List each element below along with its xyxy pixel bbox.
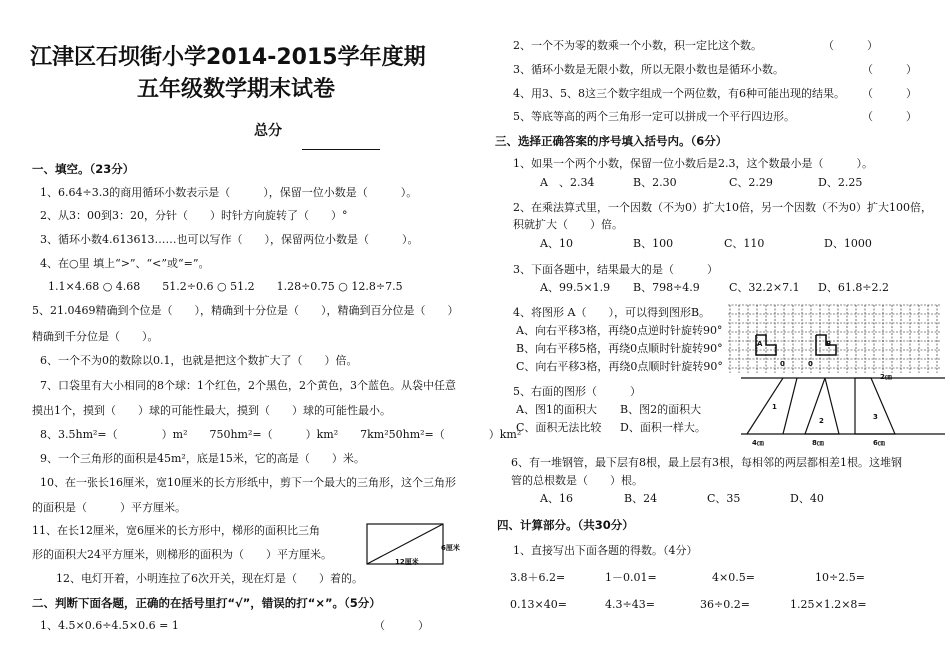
judge-q1: 1、4.5×0.6÷4.5×0.6 = 1 — [40, 619, 179, 632]
fill-q4-items: 1.1×4.68 ○ 4.68 51.2÷0.6 ○ 51.2 1.28÷0.75 ○ 12.8÷7.5 — [48, 280, 403, 293]
choice-q6-opt-a: A、16 — [540, 492, 573, 505]
score-label: 总分 — [254, 123, 282, 139]
choice-q1-opt-b: B、2.30 — [633, 176, 677, 189]
calc-row2-item3: 36÷0.2= — [700, 598, 750, 611]
calc-row2-item2: 4.3÷43= — [605, 598, 655, 611]
fill-q9: 9、一个三角形的面积是45m²，底是15米，它的高是（ ）米。 — [40, 452, 365, 465]
section1-heading: 一、填空。（23分） — [32, 162, 135, 176]
choice-q2: 2、在乘法算式里，一个因数（不为0）扩大10倍，另一个因数（不为0）扩大100倍， — [513, 201, 932, 214]
calc-row1-item2: 1－0.01= — [605, 571, 657, 584]
judge-q5: 5、等底等高的两个三角形一定可以拼成一个平行四边形。 — [513, 110, 795, 123]
fill-q12: 12、电灯开着，小明连拉了6次开关，现在灯是（ ）着的。 — [56, 572, 363, 585]
fill-q7-cont: 摸出1个，摸到（ ）球的可能性最大，摸到（ ）球的可能性最小。 — [32, 404, 391, 417]
q11-width-label: 6厘米 — [441, 544, 460, 552]
exam-title-line2: 五年级数学期末试卷 — [137, 77, 336, 102]
fill-q11-cont: 形的面积大24平方厘米，则梯形的面积为（ ）平方厘米。 — [32, 548, 332, 561]
choice-q2-opt-c: C、110 — [724, 237, 765, 250]
choice-q5-opt-b: B、图2的面积大 — [620, 403, 702, 416]
section3-heading: 三、选择正确答案的序号填入括号内。（6分） — [495, 134, 728, 148]
fill-q10-cont: 的面积是（ ）平方厘米。 — [32, 501, 186, 514]
choice-q4-opt-a: A、向右平移3格，再绕0点逆时针旋转90° — [516, 324, 723, 337]
q5-shape2-label: 2 — [819, 417, 824, 425]
judge-q3-bracket: （ ） — [862, 63, 917, 76]
judge-q5-bracket: （ ） — [862, 110, 917, 123]
q4-shape-b-label: B — [826, 340, 832, 348]
choice-q3: 3、下面各题中，结果最大的是（ ） — [513, 263, 718, 276]
fill-q2: 2、从3：00到3：20，分针（ ）时针方向旋转了（ ）° — [40, 209, 348, 222]
q5-area-figure — [735, 368, 947, 444]
fill-q11: 11、在长12厘米，宽6厘米的长方形中，梯形的面积比三角 — [32, 524, 320, 537]
choice-q2-opt-d: D、1000 — [824, 237, 872, 250]
q4-origin-label-1: 0 — [780, 360, 785, 368]
choice-q5-opt-a: A、图1的面积大 — [516, 403, 597, 416]
fill-q10: 10、在一张长16厘米，宽10厘米的长方形纸中，剪下一个最大的三角形，这个三角形 — [40, 476, 456, 489]
choice-q2-opt-b: B、100 — [633, 237, 674, 250]
fill-q8: 8、3.5hm²=（ ）m² 750hm²=（ ）km² 7km²50hm²=（ ）km² — [40, 428, 522, 441]
fill-q4: 4、在○里 填上“>”、“<”或“=”。 — [40, 257, 210, 270]
fill-q5: 5、21.0469精确到个位是（ ），精确到十分位是（ ），精确到百分位是（ ） — [32, 304, 459, 317]
section4-heading: 四、计算部分。（共30分） — [497, 518, 634, 532]
fill-q6: 6、一个不为0的数除以0.1，也就是把这个数扩大了（ ）倍。 — [40, 354, 358, 367]
judge-q1-bracket: （ ） — [374, 619, 429, 632]
choice-q3-opt-c: C、32.2×7.1 — [729, 281, 800, 294]
q4-origin-label-2: 0 — [808, 360, 813, 368]
fill-q1: 1、6.64÷3.3的商用循环小数表示是（ ），保留一位小数是（ ）。 — [40, 186, 418, 199]
q5-top-length-label: 2㎝ — [880, 373, 892, 381]
choice-q6: 6、有一堆钢管，最下层有8根，最上层有3根，每相邻的两层都相差1根。这堆钢 — [511, 456, 902, 469]
choice-q3-opt-b: B、798÷4.9 — [633, 281, 700, 294]
q5-base2-label: 8㎝ — [812, 439, 824, 447]
judge-q2: 2、一个不为零的数乘一个小数，积一定比这个数。 — [513, 39, 762, 52]
choice-q6-cont: 管的总根数是（ ）根。 — [511, 474, 643, 487]
choice-q6-opt-b: B、24 — [624, 492, 658, 505]
judge-q2-bracket: （ ） — [823, 39, 878, 52]
choice-q6-opt-c: C、35 — [707, 492, 741, 505]
q5-shape3-label: 3 — [873, 413, 878, 421]
choice-q6-opt-d: D、40 — [790, 492, 824, 505]
choice-q5: 5、右面的图形（ ） — [513, 385, 641, 398]
q5-shape1-label: 1 — [772, 403, 777, 411]
fill-q5-cont: 精确到千分位是（ ）。 — [32, 330, 159, 343]
exam-title-line1: 江津区石坝街小学2014-2015学年度期 — [30, 45, 426, 70]
q5-base1-label: 4㎝ — [752, 439, 764, 447]
judge-q3: 3、循环小数是无限小数，所以无限小数也是循环小数。 — [513, 63, 784, 76]
q11-length-label: 12厘米 — [395, 558, 419, 566]
calc-row1-item4: 10÷2.5= — [815, 571, 865, 584]
judge-q4: 4、用3、5、8这三个数字组成一个两位数，有6种可能出现的结果。 — [513, 87, 845, 100]
choice-q2-cont: 积就扩大（ ）倍。 — [513, 218, 623, 231]
fill-q3: 3、循环小数4.613613……也可以写作（ ），保留两位小数是（ ）。 — [40, 233, 419, 246]
choice-q1-opt-d: D、2.25 — [818, 176, 863, 189]
choice-q5-opt-c: C、面积无法比较 — [516, 421, 602, 434]
calc-sub1: 1、直接写出下面各题的得数。（4分） — [513, 544, 698, 557]
calc-row2-item4: 1.25×1.2×8= — [790, 598, 867, 611]
score-blank-line — [302, 149, 380, 150]
choice-q4-opt-b: B、向右平移5格，再绕0点顺时针旋转90° — [516, 342, 723, 355]
calc-row2-item1: 0.13×40= — [510, 598, 567, 611]
choice-q1: 1、如果一个两个小数，保留一位小数后是2.3，这个数最小是（ ）。 — [513, 157, 873, 170]
calc-row1-item3: 4×0.5= — [712, 571, 755, 584]
choice-q5-opt-d: D、面积一样大。 — [620, 421, 706, 434]
fill-q7: 7、口袋里有大小相同的8个球：1个红色，2个黑色，2个黄色，3个蓝色。从袋中任意 — [40, 379, 456, 392]
section2-heading: 二、判断下面各题，正确的在括号里打“√”，错误的打“×”。（5分） — [32, 596, 381, 610]
calc-row1-item1: 3.8＋6.2= — [510, 571, 566, 584]
choice-q4-opt-c: C、向右平移3格，再绕0点顺时针旋转90° — [516, 360, 723, 373]
choice-q1-opt-a: A 、2.34 — [540, 176, 595, 189]
choice-q1-opt-c: C、2.29 — [729, 176, 773, 189]
q4-shape-a-label: A — [757, 340, 763, 348]
choice-q2-opt-a: A、10 — [540, 237, 573, 250]
choice-q3-opt-d: D、61.8÷2.2 — [818, 281, 890, 294]
choice-q4: 4、将图形 A（ ），可以得到图形B。 — [513, 306, 711, 319]
q5-base3-label: 6㎝ — [873, 439, 885, 447]
judge-q4-bracket: （ ） — [862, 87, 917, 100]
choice-q3-opt-a: A、99.5×1.9 — [540, 281, 611, 294]
